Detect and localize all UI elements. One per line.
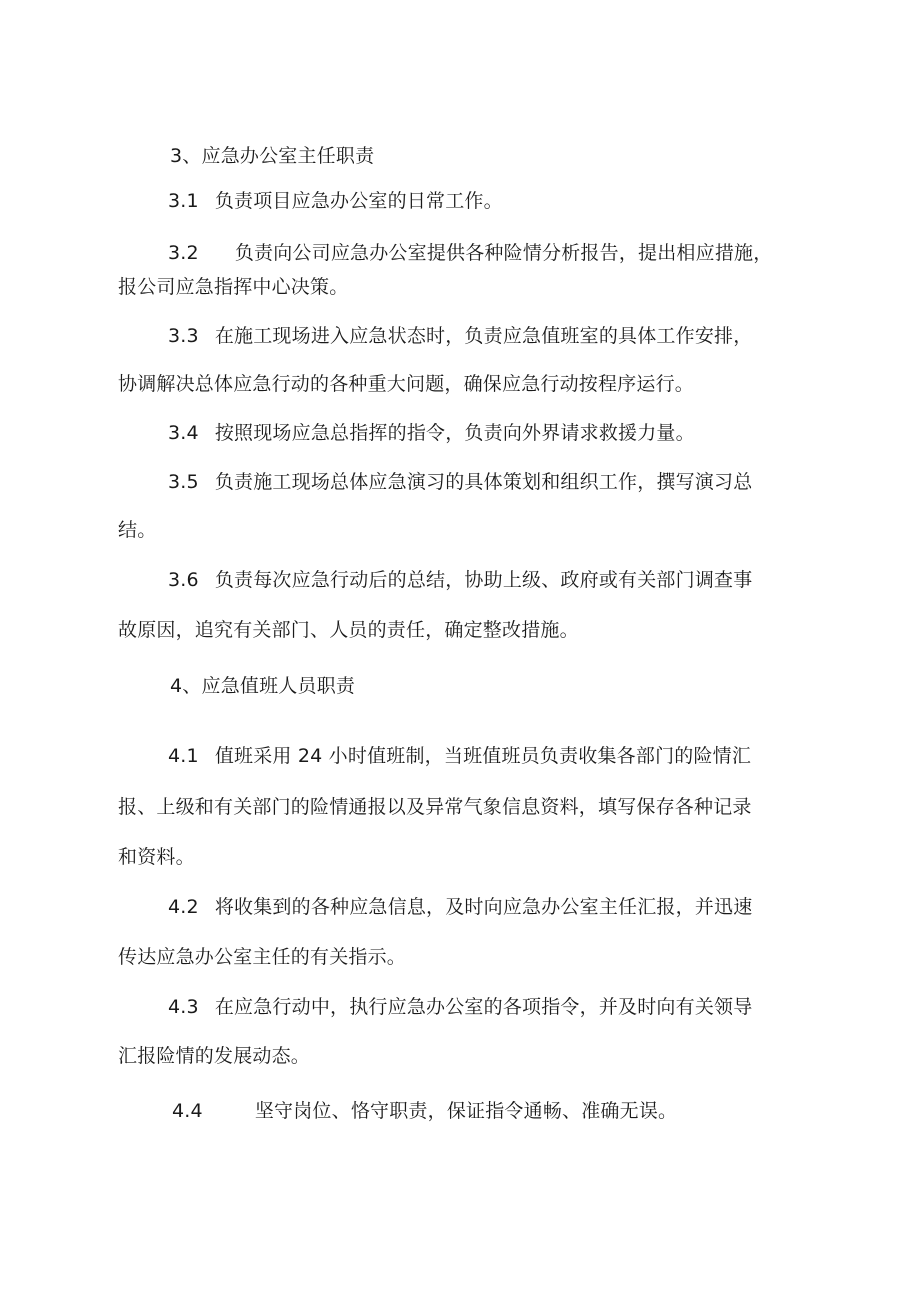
list-item — [172, 1099, 677, 1123]
item-continuation: 传达应急办公室主任的有关指示。 — [118, 946, 407, 968]
list-item — [168, 995, 752, 1019]
item-number: 4.1 — [168, 745, 199, 767]
list-item — [168, 421, 695, 445]
item-text: 将收集到的各种应急信息，及时向应急办公室主任汇报，并迅速 — [214, 896, 753, 918]
list-item — [168, 241, 772, 265]
item-number: 3.2 — [168, 242, 199, 264]
item-text: 负责施工现场总体应急演习的具体策划和组织工作，撰写演习总 — [214, 471, 753, 493]
list-item — [168, 324, 752, 348]
item-text: 值班采用 24 小时值班制，当班值班员负责收集各部门的险情汇 — [214, 745, 752, 767]
item-text: 在应急行动中，执行应急办公室的各项指令，并及时向有关领导 — [214, 996, 753, 1018]
item-continuation: 报、上级和有关部门的险情通报以及异常气象信息资料，填写保存各种记录 — [118, 796, 752, 818]
item-text: 负责项目应急办公室的日常工作。 — [214, 190, 503, 212]
item-number: 4.4 — [172, 1100, 203, 1122]
item-continuation: 协调解决总体应急行动的各种重大问题，确保应急行动按程序运行。 — [118, 373, 695, 395]
item-continuation: 和资料。 — [118, 846, 195, 868]
item-text: 在施工现场进入应急状态时，负责应急值班室的具体工作安排， — [214, 325, 753, 347]
item-number: 4.2 — [168, 896, 199, 918]
item-continuation: 报公司应急指挥中心决策。 — [118, 276, 349, 298]
item-text: 坚守岗位、恪守职责，保证指令通畅、准确无误。 — [254, 1100, 678, 1122]
item-number: 3.6 — [168, 569, 199, 591]
item-number: 3.4 — [168, 422, 199, 444]
list-item — [168, 895, 752, 919]
item-text: 负责每次应急行动后的总结，协助上级、政府或有关部门调查事 — [214, 569, 753, 591]
item-number: 3.3 — [168, 325, 199, 347]
list-item — [168, 189, 503, 213]
item-number: 4.3 — [168, 996, 199, 1018]
list-item — [168, 568, 752, 592]
list-item — [168, 744, 751, 768]
item-number: 3.1 — [168, 190, 199, 212]
item-text: 按照现场应急总指挥的指令，负责向外界请求救援力量。 — [214, 422, 695, 444]
section-heading: 4、应急值班人员职责 — [170, 675, 356, 697]
list-item — [168, 470, 752, 494]
section-heading: 3、应急办公室主任职责 — [170, 145, 375, 167]
item-text: 负责向公司应急办公室提供各种险情分析报告，提出相应措施， — [234, 242, 773, 264]
item-continuation: 结。 — [118, 519, 157, 541]
item-number: 3.5 — [168, 471, 199, 493]
item-continuation: 汇报险情的发展动态。 — [118, 1045, 311, 1067]
item-continuation: 故原因，追究有关部门、人员的责任，确定整改措施。 — [118, 619, 579, 641]
